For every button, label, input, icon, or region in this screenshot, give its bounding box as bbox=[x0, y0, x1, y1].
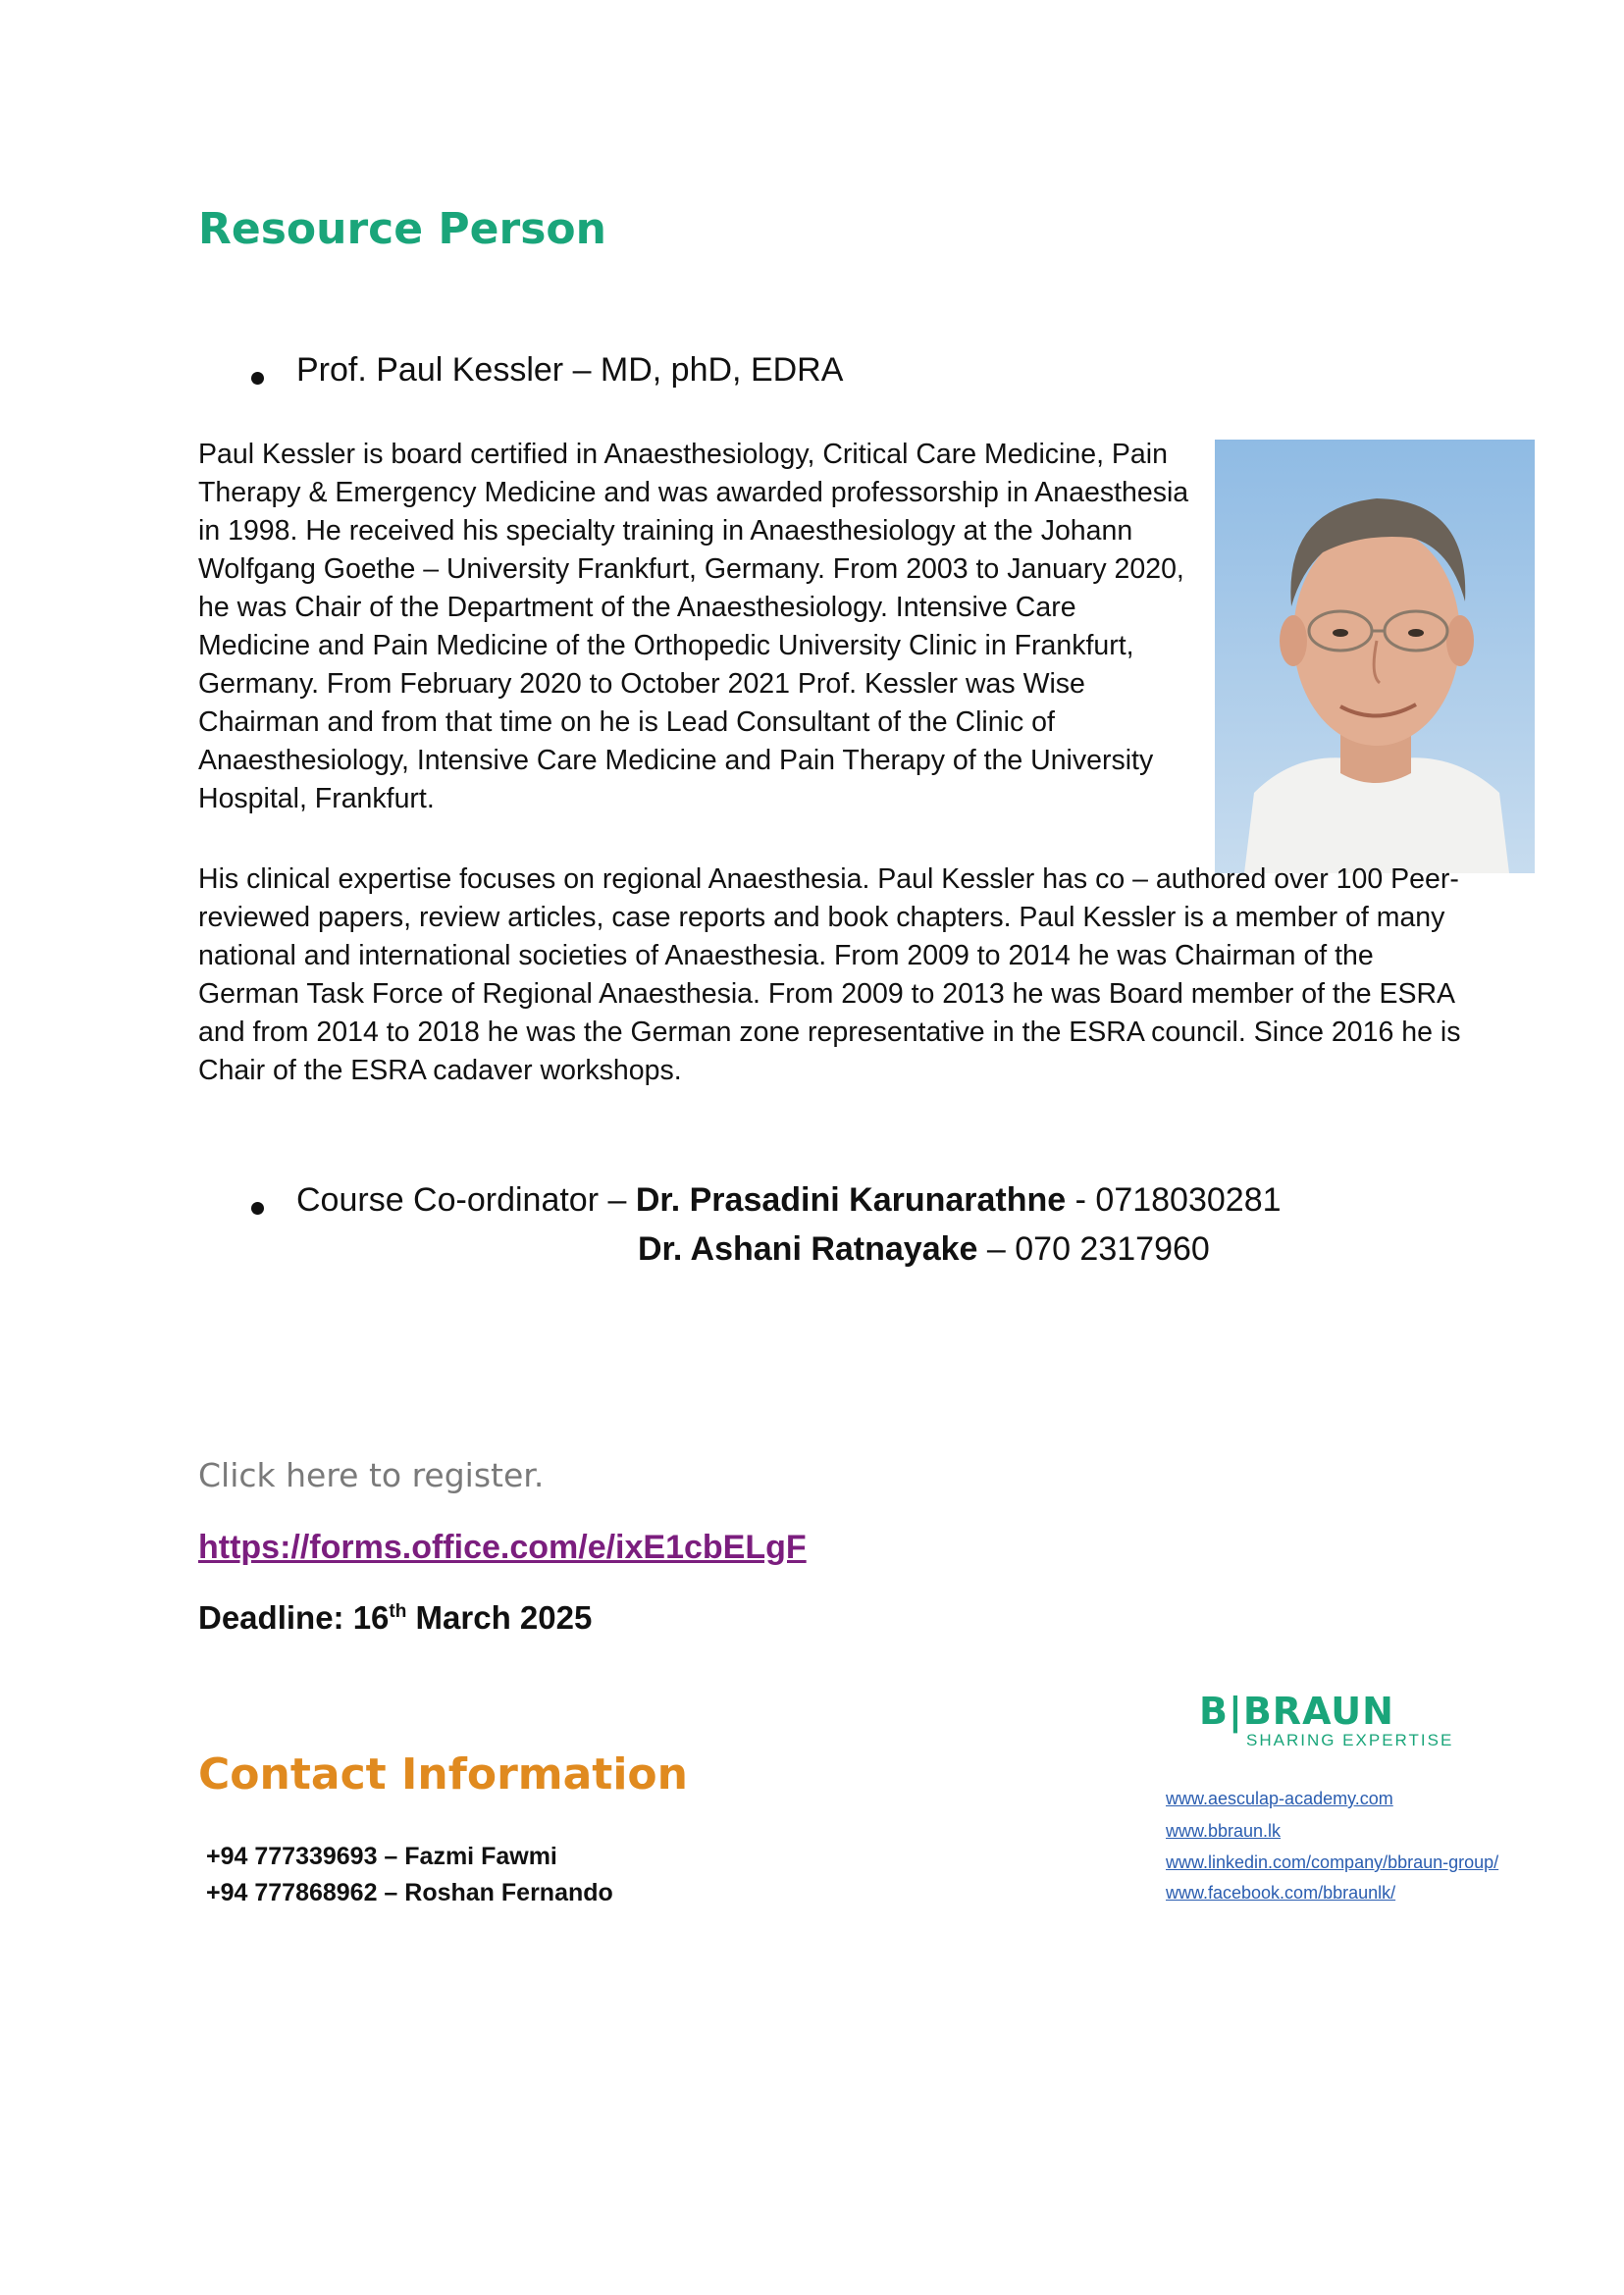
web-link-linkedin[interactable]: www.linkedin.com/company/bbraun-group/ bbox=[1166, 1852, 1499, 1872]
register-label: Click here to register. bbox=[198, 1456, 545, 1494]
coordinator-label: Course Co-ordinator – bbox=[296, 1181, 636, 1219]
bullet-dot bbox=[251, 372, 264, 385]
portrait-photo bbox=[1215, 440, 1535, 873]
logo-tagline: SHARING EXPERTISE bbox=[1246, 1731, 1454, 1749]
web-link-bbraun[interactable]: www.bbraun.lk bbox=[1166, 1821, 1282, 1841]
register-link[interactable]: https://forms.office.com/e/ixE1cbELgF bbox=[198, 1529, 807, 1566]
bbraun-logo bbox=[1199, 1690, 1454, 1750]
coordinator-name-2: Dr. Ashani Ratnayake bbox=[638, 1230, 978, 1268]
section-title-resource-person: Resource Person bbox=[198, 204, 606, 254]
deadline-prefix: Deadline: 16 bbox=[198, 1599, 390, 1636]
coordinator-phone-2: – 070 2317960 bbox=[977, 1230, 1210, 1268]
bio-paragraph-1 bbox=[198, 436, 1189, 818]
contact-row: +94 777339693 – Fazmi Fawmi bbox=[206, 1843, 557, 1870]
bio-paragraph-2 bbox=[198, 861, 1464, 1090]
bio-paragraph-1-text: Paul Kessler is board certified in Anaesthesiology, Critical Care Medicine, Pain Therapy & Emergency Medicine and was awarded professorship in Anaesthesia in 1998. He received his specialty training in Anaesthesiology at the Johann Wolfgang Goethe – University Frankfurt, Germany. From 2003 to January 2020, he was Chair of the Department of the Anaesthesiology. Intensive Care Medicine and Pain Medicine of the Orthopedic University Clinic in Frankfurt, Germany. From February 2020 to October 2021 Prof. Kessler was Wise Chairman and from that time on he is Lead Consultant of the Clinic of Anaesthesiology, Intensive Care Medicine and Pain Therapy of the University Hospital, Frankfurt. bbox=[198, 439, 1189, 814]
bullet-dot bbox=[251, 1202, 264, 1215]
web-link-aesculap[interactable]: www.aesculap-academy.com bbox=[1166, 1789, 1393, 1808]
logo-text: B|BRAUN bbox=[1199, 1690, 1394, 1733]
web-link-facebook[interactable]: www.facebook.com/bbraunlk/ bbox=[1166, 1883, 1396, 1903]
contact-row: +94 777868962 – Roshan Fernando bbox=[206, 1879, 613, 1906]
coordinator-line-2 bbox=[638, 1230, 1210, 1269]
coordinator-name-1: Dr. Prasadini Karunarathne bbox=[635, 1181, 1067, 1219]
deadline-ordinal: th bbox=[389, 1601, 407, 1622]
coordinator-line-1 bbox=[296, 1181, 1282, 1220]
section-title-contact: Contact Information bbox=[198, 1749, 688, 1799]
coordinator-phone-1: - 0718030281 bbox=[1066, 1181, 1282, 1219]
deadline-suffix: March 2025 bbox=[406, 1599, 593, 1636]
bio-paragraph-2-text: His clinical expertise focuses on regional Anaesthesia. Paul Kessler has co – authored over 100 Peer-reviewed papers, review articles, case reports and book chapters. Paul Kessler is a member of many national and international societies of Anaesthesia. From 2009 to 2014 he was Chairman of the German Task Force of Regional Anaesthesia. From 2009 to 2013 he was Board member of the ESRA and from 2014 to 2018 he was the German zone representative in the ESRA council. Since 2016 he is Chair of the ESRA cadaver workshops. bbox=[198, 863, 1461, 1086]
resource-person-name: Prof. Paul Kessler – MD, phD, EDRA bbox=[296, 351, 844, 389]
deadline bbox=[198, 1599, 592, 1637]
